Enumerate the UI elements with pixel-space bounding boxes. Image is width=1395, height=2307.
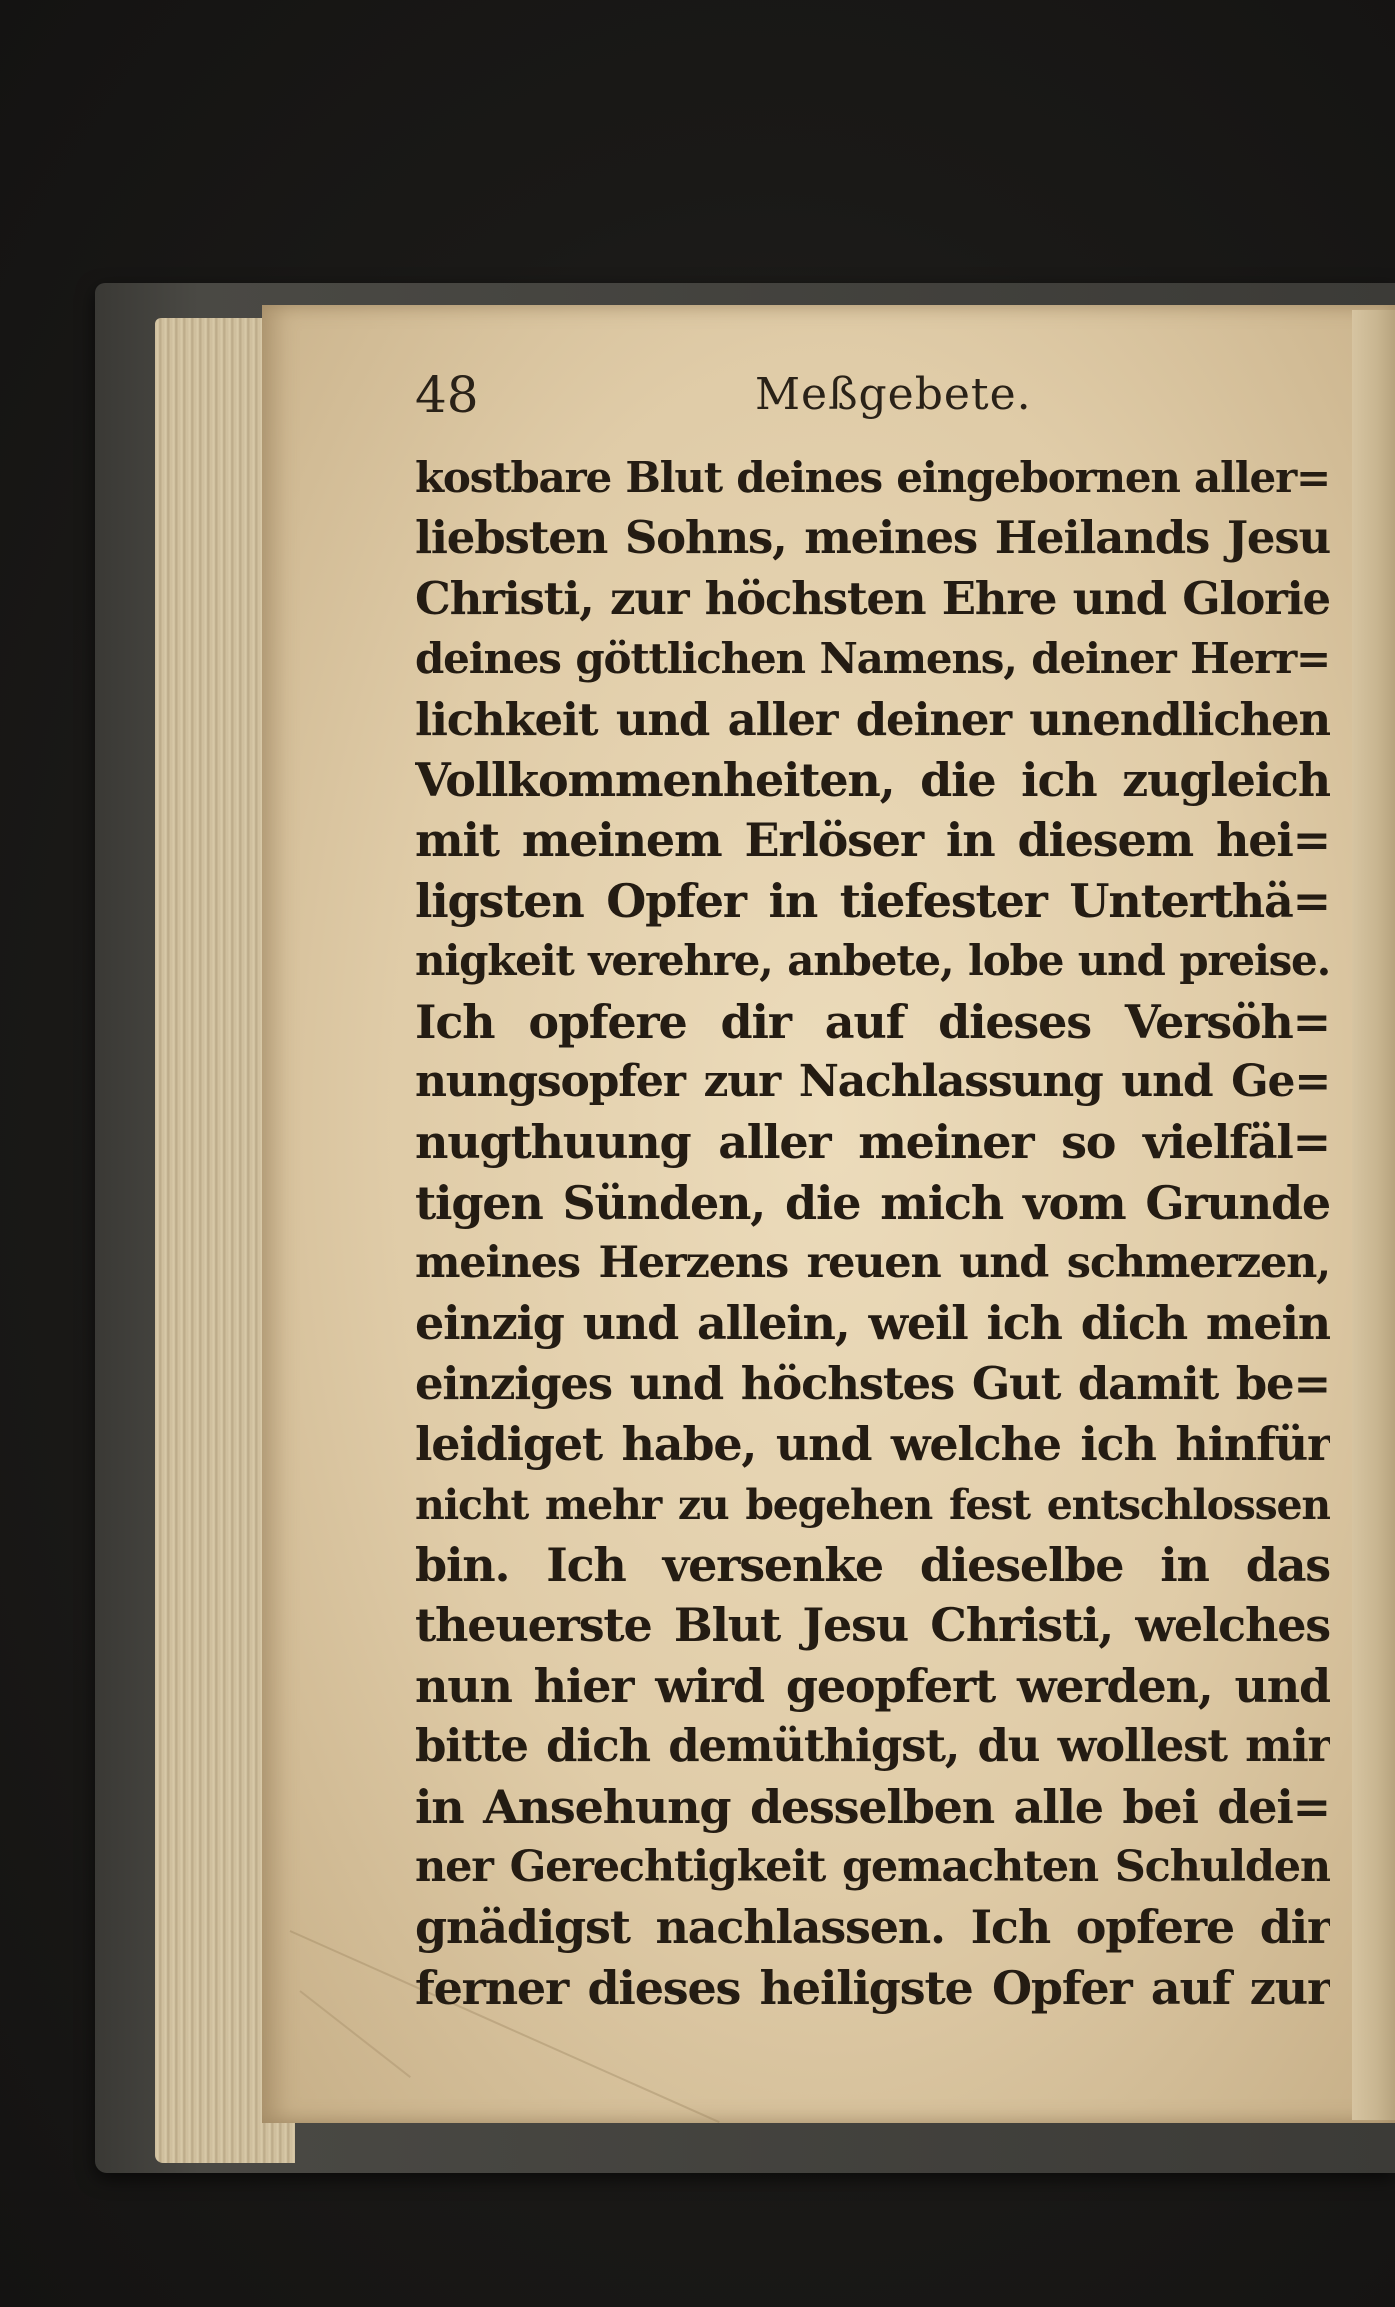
- text-line: Ich opfere dir auf dieses Versöh=: [415, 994, 1330, 1049]
- text-line: lichkeit und aller deiner unendlichen: [415, 692, 1330, 746]
- text-line: liebsten Sohns, meines Heilands Jesu: [415, 511, 1330, 565]
- text-line: ligsten Opfer in tiefester Unterthä=: [415, 873, 1330, 928]
- page-right-edge: [1352, 310, 1395, 2120]
- text-line: nungsopfer zur Nachlassung und Ge=: [415, 1055, 1330, 1107]
- text-line: einzig und allein, weil ich dich mein: [415, 1296, 1330, 1351]
- text-line: mit meinem Erlöser in diesem hei=: [415, 813, 1330, 868]
- page-header: [415, 360, 1315, 430]
- text-line: nicht mehr zu begehen fest entschlossen: [415, 1480, 1330, 1529]
- text-line: nigkeit verehre, anbete, lobe und preise.: [415, 936, 1330, 986]
- text-line: bin. Ich versenke dieselbe in das: [415, 1538, 1330, 1593]
- text-line: Vollkommenheiten, die ich zugleich: [415, 752, 1330, 807]
- text-line: bitte dich demüthigst, du wollest mir: [415, 1719, 1330, 1773]
- text-line: meines Herzens reuen und schmerzen,: [415, 1238, 1330, 1289]
- text-line: Christi, zur höchsten Ehre und Glorie: [415, 571, 1330, 625]
- text-line: einziges und höchstes Gut damit be=: [415, 1356, 1330, 1410]
- text-line: nugthuung aller meiner so vielfäl=: [415, 1115, 1330, 1170]
- text-line: nun hier wird geopfert werden, und: [415, 1658, 1330, 1713]
- text-line: leidiget habe, und welche ich hinfür: [415, 1417, 1330, 1472]
- body-text: [415, 448, 1330, 2018]
- text-line: kostbare Blut deines eingebornen aller=: [415, 453, 1330, 502]
- text-line: ner Gerechtigkeit gemachten Schulden: [415, 1841, 1330, 1892]
- text-line: theuerste Blut Jesu Christi, welches: [415, 1598, 1330, 1653]
- text-line: in Ansehung desselben alle bei dei=: [415, 1779, 1330, 1834]
- text-line: ferner dieses heiligste Opfer auf zur: [415, 1960, 1330, 2015]
- text-line: deines göttlichen Namens, deiner Herr=: [415, 634, 1330, 684]
- running-head: Meßgebete.: [755, 369, 1032, 420]
- text-line: tigen Sünden, die mich vom Grunde: [415, 1175, 1330, 1230]
- text-line: gnädigst nachlassen. Ich opfere dir: [415, 1900, 1330, 1955]
- page-number: 48: [415, 366, 479, 424]
